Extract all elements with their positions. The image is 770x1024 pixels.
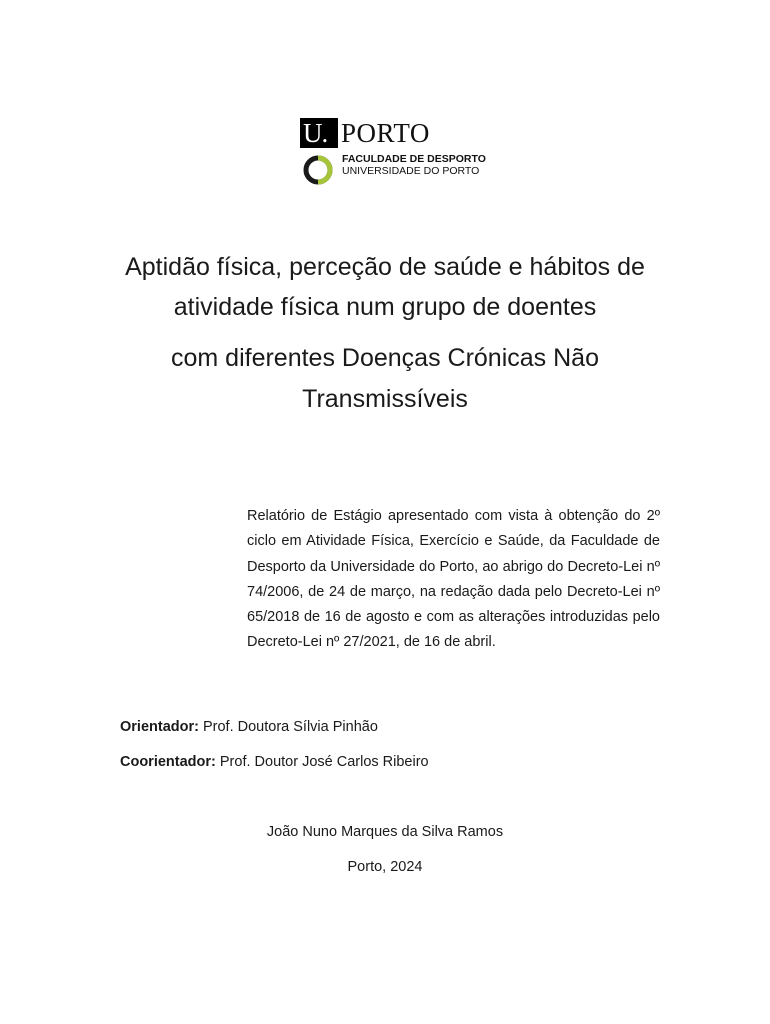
university-logo [300,116,500,188]
advisor-line [120,718,378,736]
title-line-2: atividade física num grupo de doentes [173,293,597,321]
faculty-line-2: UNIVERSIDADE DO PORTO [342,165,480,177]
advisor-label: Orientador: [120,719,199,735]
title-line-4: Transmissíveis [302,385,468,413]
porto-word: PORTO [341,118,430,148]
coadvisor-label: Coorientador: [120,754,216,770]
title-line-1: Aptidão física, perceção de saúde e hábitos de [125,253,645,281]
faculty-name [342,153,486,177]
faculty-line-1: FACULDADE DE DESPORTO [342,153,486,165]
u-mark: U. [300,118,338,148]
place-date: Porto, 2024 [347,859,423,875]
advisor-name: Prof. Doutora Sílvia Pinhão [198,719,378,735]
fade-emblem-icon [302,154,334,186]
uporto-wordmark [300,118,430,148]
title-line-3: com diferentes Doenças Crónicas Não [171,344,599,372]
author-name: João Nuno Marques da Silva Ramos [266,824,504,840]
report-description: Relatório de Estágio apresentado com vista à obtenção do 2º ciclo em Atividade Física, Exercício e Saúde, da Faculdade de Desporto da Universidade do Porto, ao abrigo do Decreto-Lei nº 74/2006, de 24 de março, na redação dada pelo Decreto-Lei nº 65/2018 de 16 de agosto e com as alterações introduzidas pelo Decreto-Lei nº 27/2021, de 16 de abril. [247,508,660,651]
coadvisor-line [120,753,429,771]
coadvisor-name: Prof. Doutor José Carlos Ribeiro [215,754,429,770]
